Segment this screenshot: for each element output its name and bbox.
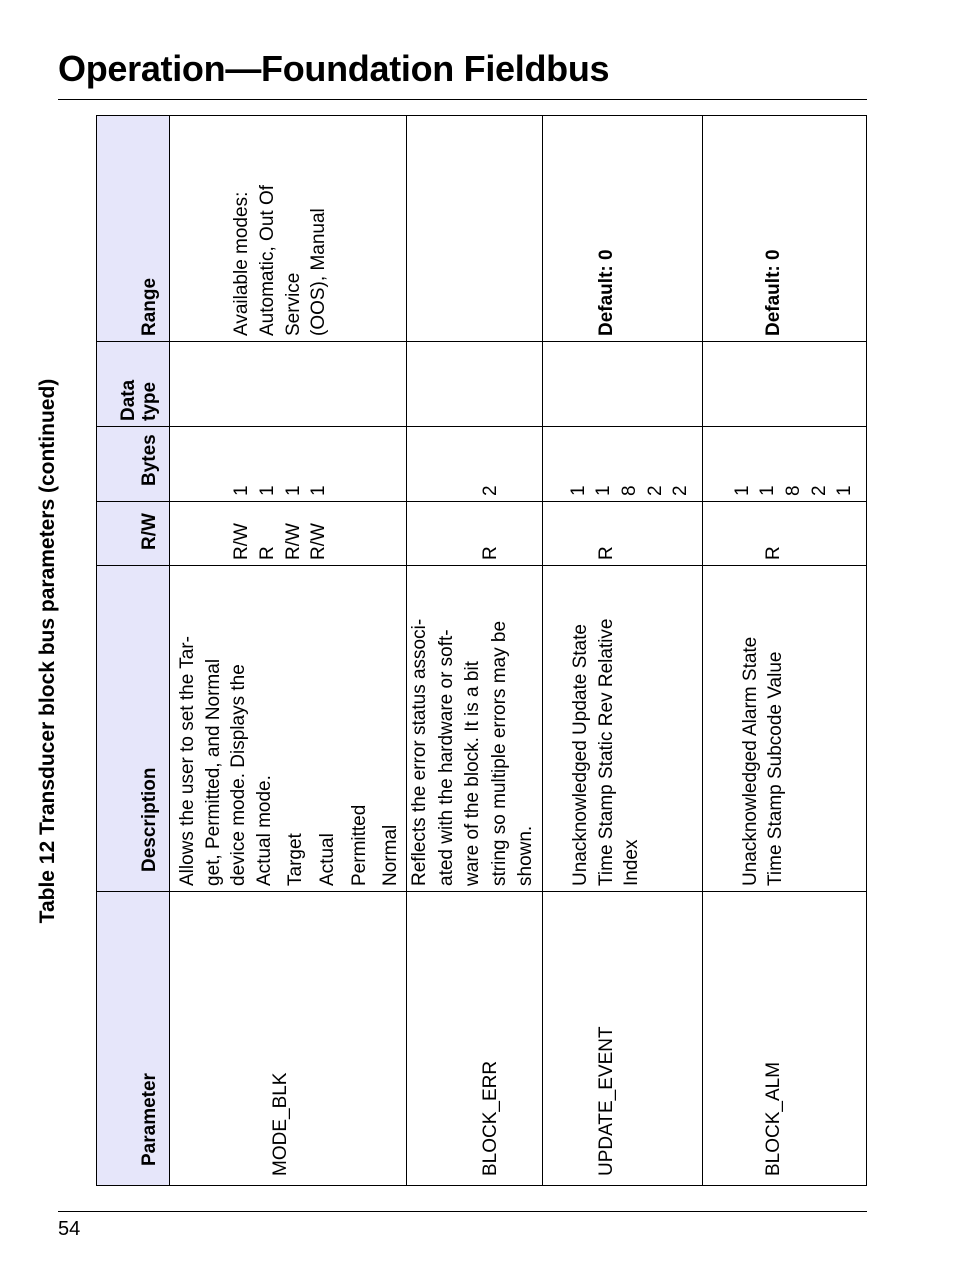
description-line: Unacknowledged Alarm State <box>739 636 761 886</box>
description-line: get, Permitted, and Normal <box>202 658 224 886</box>
range-line: Service <box>282 272 304 336</box>
description-line: Index <box>621 839 643 886</box>
bytes-value: 1 <box>308 485 330 496</box>
rw-value: R <box>596 546 618 560</box>
parameter-name: BLOCK_ERR <box>480 1060 502 1176</box>
cell-bytes <box>407 427 543 502</box>
description-line: shown. <box>515 825 537 886</box>
bytes-value: 1 <box>231 485 253 496</box>
column-header-rw: R/W <box>97 502 170 566</box>
column-header-parameter: Parameter <box>97 892 170 1186</box>
description-line: Actual <box>317 833 339 886</box>
bytes-value: 2 <box>670 485 692 496</box>
bytes-value: 2 <box>808 485 830 496</box>
cell-range <box>170 116 407 342</box>
table-caption: Table 12 Transducer block bus parameters (continued) <box>36 378 59 924</box>
description-line: device mode. Displays the <box>228 664 250 886</box>
cell-rw <box>702 502 866 566</box>
column-header-data-type: Data type <box>97 342 170 427</box>
description-line: Unacknowledged Update State <box>570 624 592 886</box>
column-header-description: Description <box>97 566 170 892</box>
table-row <box>170 116 407 1186</box>
rw-value: R/W <box>282 523 304 560</box>
cell-data-type <box>702 342 866 427</box>
parameter-name: BLOCK_ALM <box>763 1061 785 1176</box>
description-line: Allows the user to set the Tar- <box>176 636 198 886</box>
bytes-value: 1 <box>834 485 856 496</box>
description-line: Time Stamp Static Rev Relative <box>595 618 617 886</box>
table-row <box>702 116 866 1186</box>
bytes-value: 1 <box>731 485 753 496</box>
cell-description <box>170 566 407 892</box>
footer-rule <box>58 1211 867 1212</box>
bytes-value: 2 <box>644 485 666 496</box>
column-header-range: Range <box>97 116 170 342</box>
description-line: Actual mode. <box>253 775 275 886</box>
table-row <box>407 116 543 1186</box>
cell-parameter <box>407 892 543 1186</box>
bytes-value: 2 <box>480 485 502 496</box>
description-line: Time Stamp Subcode Value <box>765 651 787 886</box>
description-line: Reflects the error status associ- <box>409 618 430 886</box>
description-line: ated with the hardware or soft- <box>435 629 457 886</box>
parameter-name: UPDATE_EVENT <box>596 1026 618 1176</box>
cell-parameter <box>170 892 407 1186</box>
bytes-value: 1 <box>593 485 615 496</box>
rw-value: R/W <box>308 523 330 560</box>
bytes-value: 1 <box>282 485 304 496</box>
cell-rw <box>407 502 543 566</box>
cell-range <box>542 116 702 342</box>
table-header-row <box>97 116 170 1186</box>
bytes-value: 1 <box>257 485 279 496</box>
cell-rw <box>542 502 702 566</box>
bytes-value: 1 <box>757 485 779 496</box>
transducer-parameters-table <box>96 115 867 1186</box>
column-header-bytes: Bytes <box>97 427 170 502</box>
description-line: Normal <box>380 824 402 886</box>
cell-bytes <box>702 427 866 502</box>
cell-parameter <box>542 892 702 1186</box>
cell-bytes <box>170 427 407 502</box>
header-rule <box>58 99 867 100</box>
range-line: Available modes: <box>231 191 253 336</box>
cell-range <box>407 116 543 342</box>
cell-description <box>702 566 866 892</box>
range-default: Default: 0 <box>763 249 785 336</box>
description-line: ware of the block. It is a bit <box>462 661 484 886</box>
table-row <box>542 116 702 1186</box>
rotated-table-region <box>36 116 856 1186</box>
cell-rw <box>170 502 407 566</box>
page-number: 54 <box>58 1218 81 1240</box>
range-default: Default: 0 <box>596 249 618 336</box>
cell-bytes <box>542 427 702 502</box>
rw-value: R <box>480 546 502 560</box>
cell-data-type <box>542 342 702 427</box>
cell-data-type <box>170 342 407 427</box>
cell-data-type <box>407 342 543 427</box>
page-title: Operation—Foundation Fieldbus <box>58 48 610 89</box>
description-line: Target <box>285 833 307 886</box>
cell-parameter <box>702 892 866 1186</box>
bytes-value: 8 <box>783 485 805 496</box>
bytes-value: 1 <box>567 485 589 496</box>
range-line: (OOS), Manual <box>308 208 330 336</box>
range-line: Automatic, Out Of <box>257 185 279 336</box>
cell-description <box>407 566 543 892</box>
cell-description <box>542 566 702 892</box>
bytes-value: 8 <box>619 485 641 496</box>
description-line: string so multiple errors may be <box>488 620 510 886</box>
parameter-name: MODE_BLK <box>270 1072 292 1176</box>
rw-value: R <box>257 546 279 560</box>
description-line: Permitted <box>348 804 370 886</box>
cell-range <box>702 116 866 342</box>
rw-value: R/W <box>231 523 253 560</box>
rw-value: R <box>763 546 785 560</box>
